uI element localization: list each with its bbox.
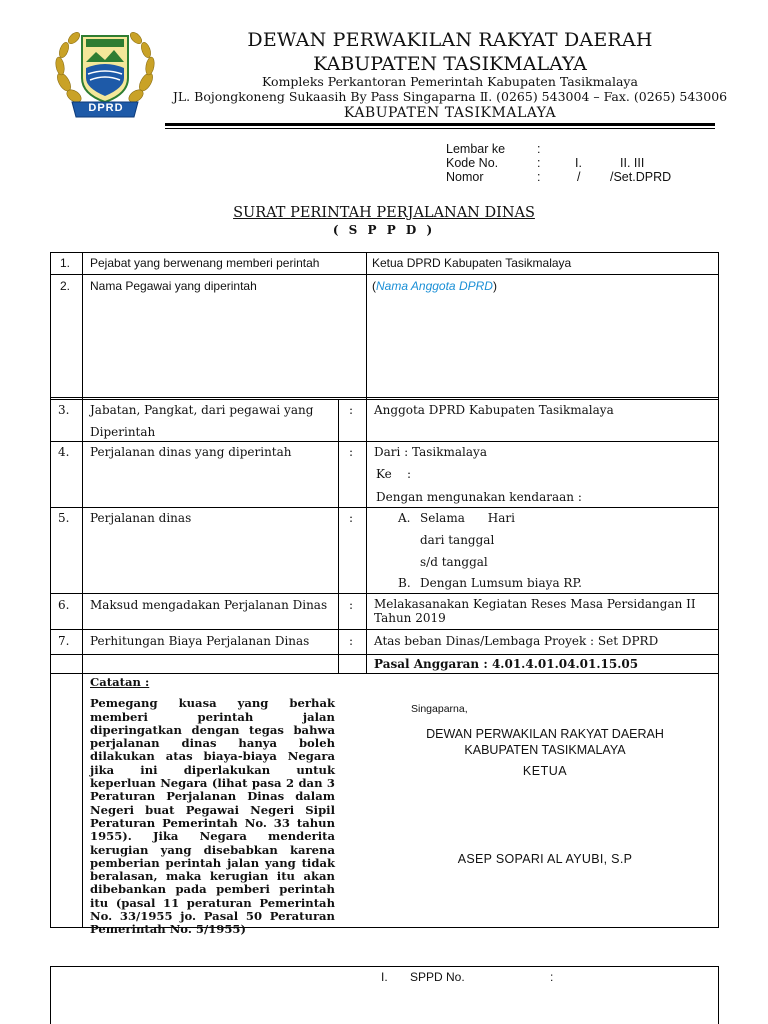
row2-value	[372, 278, 497, 294]
row6-value-line1: Melakasanakan Kegiatan Reses Masa Persidangan II	[374, 597, 696, 611]
kode-label: Kode No.	[446, 156, 499, 170]
row4-label: Perjalanan dinas yang diperintah	[90, 445, 292, 459]
header-line4: JL. Bojongkoneng Sukaasih By Pass Singaparna Ⅱ. (0265) 543004 – Fax. (0265) 543006	[172, 89, 728, 104]
signature-org-line1: DEWAN PERWAKILAN RAKYAT DAERAH	[426, 727, 664, 741]
header-line2: KABUPATEN TASIKMALAYA	[313, 53, 587, 75]
footer-rule	[50, 966, 719, 967]
footer-right-border	[718, 966, 719, 1024]
row6-label: Maksud mengadakan Perjalanan Dinas	[90, 598, 328, 612]
row5-colon: :	[349, 511, 354, 525]
row7-colon: :	[349, 634, 354, 648]
row1-number: 1.	[60, 256, 71, 270]
document-subtitle: ( S P P D )	[332, 223, 436, 237]
row4-colon: :	[349, 445, 354, 459]
row7-number: 7.	[58, 634, 70, 648]
nomor-label: Nomor	[446, 170, 484, 184]
kode-value-2: II. III	[620, 156, 645, 170]
row2-value-text: Nama Anggota DPRD	[376, 279, 493, 293]
footer-left-border	[50, 966, 51, 1024]
row5-item-b: B.	[398, 576, 411, 590]
signature-place: Singaparna,	[411, 703, 468, 715]
row3-colon: :	[349, 403, 354, 417]
header-line3: Kompleks Perkantoran Pemerintah Kabupaten Tasikmalaya	[262, 74, 638, 89]
row5-label: Perjalanan dinas	[90, 511, 192, 525]
header-line5: KABUPATEN TASIKMALAYA	[343, 105, 557, 121]
row5-value-selama: Selama Hari	[420, 511, 515, 525]
row4-number: 4.	[58, 445, 70, 459]
logo-text: DPRD	[88, 102, 124, 114]
notes-body: Pemegang kuasa yang berhak memberi perintah jalan diperingatkan dengan tegas bahwa perjalanan dinas hanya boleh dilakukan atas biaya-biaya Negara jika ini diperlakukan untuk keperluan Negara (lihat pasa 2 dan 3 Peraturan Perjalanan Dinas dalam Negeri buat Pegawai Negeri Sipil Peraturan Pemerintah No. 33 tahun 1955). Jika Negara menderita kerugian yang disebabkan karena pemberian perintah jalan yang tidak beralasan, maka kerugian itu akan dibebankan pada pemberi perintah itu (pasal 11 peraturan Pemerintah No. 33/1955 jo. Pasal 50 Peraturan Pemerintah No. 5/1955)	[90, 696, 335, 937]
row8-value: Pasal Anggaran : 4.01.4.01.04.01.15.05	[374, 657, 639, 671]
row2-open-paren: (	[372, 279, 376, 293]
signature-name: ASEP SOPARI AL AYUBI, S.P	[457, 852, 633, 866]
row7-label: Perhitungan Biaya Perjalanan Dinas	[90, 634, 310, 648]
row2-label: Nama Pegawai yang diperintah	[90, 279, 257, 293]
nomor-value-1: /	[577, 170, 581, 184]
row3-number: 3.	[58, 403, 70, 417]
lembar-colon: :	[537, 142, 541, 156]
kode-value-1: I.	[575, 156, 582, 170]
row4-value-dari: Dari : Tasikmalaya	[374, 445, 487, 459]
row4-value-ke: Ke :	[376, 467, 412, 481]
row7-value: Atas beban Dinas/Lembaga Proyek : Set DPRD	[374, 634, 659, 648]
document-title: SURAT PERINTAH PERJALANAN DINAS	[233, 205, 535, 221]
row5-value-lumsum: Dengan Lumsum biaya RP.	[420, 576, 582, 590]
signature-role: KETUA	[522, 764, 568, 778]
nomor-value-2: /Set.DPRD	[610, 170, 672, 184]
nomor-colon: :	[537, 170, 541, 184]
row1-value: Ketua DPRD Kabupaten Tasikmalaya	[372, 256, 572, 270]
footer-number: I.	[381, 970, 388, 984]
row2-close-paren: )	[492, 279, 497, 293]
row3-value: Anggota DPRD Kabupaten Tasikmalaya	[374, 403, 614, 417]
footer-colon: :	[550, 970, 554, 984]
row6-number: 6.	[58, 598, 70, 612]
row6-colon: :	[349, 598, 354, 612]
row4-value-kendaraan: Dengan mengunakan kendaraan :	[376, 490, 582, 504]
header-rule-thick	[165, 123, 715, 126]
row3-label-line1: Jabatan, Pangkat, dari pegawai yang	[90, 403, 314, 417]
row5-number: 5.	[58, 511, 70, 525]
row2-number: 2.	[60, 279, 71, 293]
header-line1: DEWAN PERWAKILAN RAKYAT DAERAH	[247, 29, 653, 51]
row5-item-a: A.	[398, 511, 411, 525]
row5-value-sd-tanggal: s/d tanggal	[420, 555, 488, 569]
row1-label: Pejabat yang berwenang memberi perintah	[90, 256, 320, 270]
lembar-label: Lembar ke	[446, 142, 506, 156]
header-rule-thin	[165, 128, 715, 129]
kode-colon: :	[537, 156, 541, 170]
row6-value-line2: Tahun 2019	[374, 611, 446, 625]
row3-label-line2: Diperintah	[90, 425, 156, 439]
notes-heading: Catatan :	[90, 675, 150, 689]
notes-block	[90, 676, 335, 937]
signature-org-line2: KABUPATEN TASIKMALAYA	[464, 743, 626, 757]
row5-value-dari-tanggal: dari tanggal	[420, 533, 495, 547]
footer-label: SPPD No.	[410, 970, 465, 984]
